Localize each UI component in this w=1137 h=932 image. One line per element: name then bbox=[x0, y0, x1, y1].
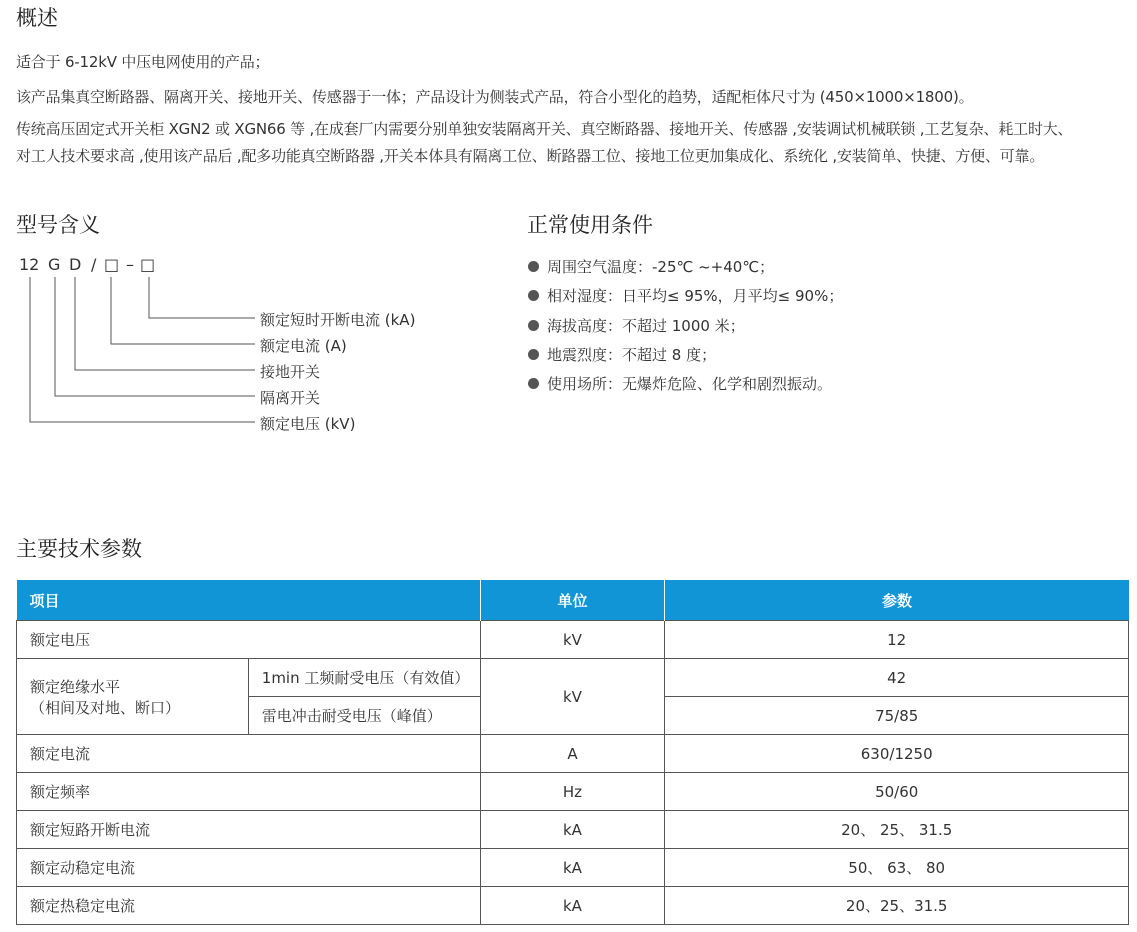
condition-text: 使用场所：无爆炸危险、化学和剧烈振动。 bbox=[547, 375, 833, 393]
table-row bbox=[17, 849, 1129, 887]
model-label-earthing: 接地开关 bbox=[260, 363, 321, 381]
model-title: 型号含义 bbox=[16, 213, 100, 237]
row-unit: kV bbox=[480, 659, 665, 735]
model-code-box-1: □ bbox=[104, 255, 120, 274]
model-code-dash: – bbox=[126, 255, 134, 274]
model-code-box-2: □ bbox=[140, 255, 156, 274]
overview-title: 概述 bbox=[16, 6, 58, 30]
row-value: 50/60 bbox=[665, 773, 1129, 811]
params-title: 主要技术参数 bbox=[16, 537, 142, 561]
overview-paragraph-1: 适合于 6-12kV 中压电网使用的产品； bbox=[16, 53, 270, 71]
table-header-row bbox=[17, 580, 1129, 621]
params-table bbox=[16, 580, 1129, 925]
row-value: 75/85 bbox=[665, 697, 1129, 735]
table-row bbox=[17, 773, 1129, 811]
row-value: 42 bbox=[665, 659, 1129, 697]
row-unit: kA bbox=[480, 887, 665, 925]
overview-paragraph-2: 该产品集真空断路器、隔离开关、接地开关、传感器于一体；产品设计为侧装式产品，符合小型化的趋势，适配柜体尺寸为 (450×1000×1800)。 bbox=[16, 88, 974, 106]
model-code-slash: / bbox=[91, 255, 97, 274]
condition-item bbox=[528, 256, 774, 277]
model-label-voltage: 额定电压 (kV) bbox=[260, 415, 356, 433]
row-unit: kA bbox=[480, 811, 665, 849]
row-name: 额定短路开断电流 bbox=[17, 811, 481, 849]
condition-text: 相对湿度：日平均≤ 95%，月平均≤ 90%； bbox=[547, 287, 844, 305]
model-code-d: D bbox=[69, 255, 82, 274]
table-row bbox=[17, 735, 1129, 773]
row-name: 额定频率 bbox=[17, 773, 481, 811]
model-code-g: G bbox=[48, 255, 61, 274]
model-label-short-break: 额定短时开断电流 (kA) bbox=[260, 311, 416, 329]
conditions-title: 正常使用条件 bbox=[527, 213, 653, 237]
header-value: 参数 bbox=[665, 580, 1129, 621]
table-row bbox=[17, 621, 1129, 659]
row-value: 630/1250 bbox=[665, 735, 1129, 773]
condition-item bbox=[528, 285, 843, 306]
row-value: 20、25、31.5 bbox=[665, 887, 1129, 925]
condition-text: 周围空气温度：-25℃ ~+40℃； bbox=[547, 258, 775, 276]
table-row bbox=[17, 659, 1129, 697]
row-value: 50、 63、 80 bbox=[665, 849, 1129, 887]
overview-paragraph-3-line-1: 传统高压固定式开关柜 XGN2 或 XGN66 等 ,在成套厂内需要分别单独安装隔离开关、真空断路器、接地开关、传感器 ,安装调试机械联锁 ,工艺复杂、耗工时大、 bbox=[16, 120, 1073, 138]
condition-item bbox=[528, 344, 716, 365]
row-name: 额定电压 bbox=[17, 621, 481, 659]
model-label-current: 额定电流 (A) bbox=[260, 337, 347, 355]
bullet-icon bbox=[528, 290, 539, 301]
row-name: 额定电流 bbox=[17, 735, 481, 773]
bullet-icon bbox=[528, 378, 539, 389]
model-label-isolation: 隔离开关 bbox=[260, 389, 321, 407]
header-item: 项目 bbox=[17, 580, 481, 621]
model-code-voltage: 12 bbox=[19, 255, 40, 274]
row-name-line-1: 额定绝缘水平 bbox=[30, 677, 121, 696]
row-value: 12 bbox=[665, 621, 1129, 659]
condition-item bbox=[528, 315, 745, 336]
table-row bbox=[17, 887, 1129, 925]
condition-item bbox=[528, 373, 832, 394]
row-name-insulation bbox=[17, 659, 249, 735]
row-name: 额定热稳定电流 bbox=[17, 887, 481, 925]
condition-text: 地震烈度：不超过 8 度； bbox=[547, 346, 717, 364]
row-value: 20、 25、 31.5 bbox=[665, 811, 1129, 849]
row-unit: A bbox=[480, 735, 665, 773]
row-subname: 1min 工频耐受电压（有效值） bbox=[248, 659, 480, 697]
bullet-icon bbox=[528, 320, 539, 331]
table-row bbox=[17, 811, 1129, 849]
row-unit: kV bbox=[480, 621, 665, 659]
condition-text: 海拔高度：不超过 1000 米； bbox=[547, 317, 745, 335]
bullet-icon bbox=[528, 261, 539, 272]
row-name: 额定动稳定电流 bbox=[17, 849, 481, 887]
row-name-line-2: （相间及对地、断口） bbox=[30, 698, 181, 717]
row-unit: kA bbox=[480, 849, 665, 887]
header-unit: 单位 bbox=[480, 580, 665, 621]
model-connector-lines bbox=[0, 0, 300, 440]
bullet-icon bbox=[528, 349, 539, 360]
row-unit: Hz bbox=[480, 773, 665, 811]
row-subname: 雷电冲击耐受电压（峰值） bbox=[248, 697, 480, 735]
overview-paragraph-3-line-2: 对工人技术要求高 ,使用该产品后 ,配多功能真空断路器 ,开关本体具有隔离工位、断路器工位、接地工位更加集成化、系统化 ,安装简单、快捷、方便、可靠。 bbox=[16, 147, 1045, 165]
